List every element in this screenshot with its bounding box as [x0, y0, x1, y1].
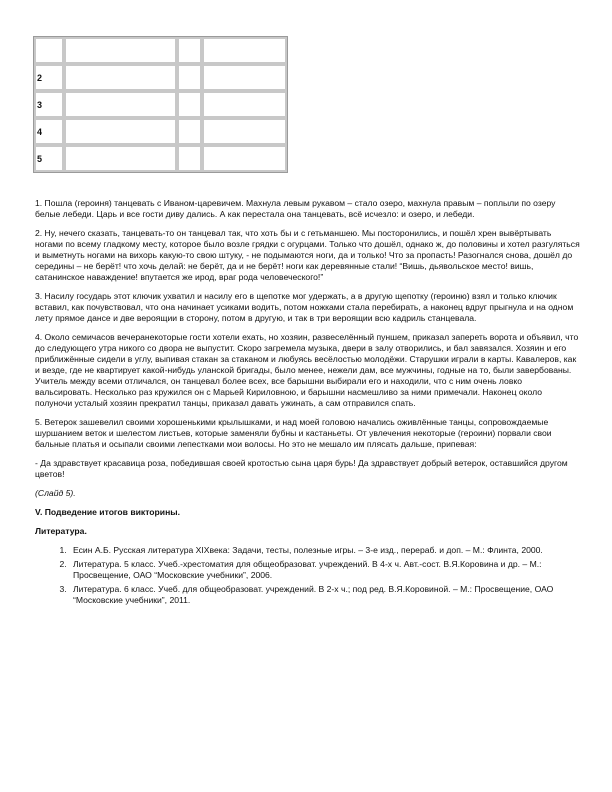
answer-cell — [64, 118, 177, 145]
row-number-cell: 4 — [34, 118, 64, 145]
quiz-passage-1: 1. Пошла (героиня) танцевать с Иваном-царевичем. Махнула левым рукавом – стало озеро, махнула правым – поплыли по озеру белые лебеди. Царь и все гости диву дались. А как перестала она танцевать, всё исчезло: и озеро, и лебеди. — [35, 198, 556, 219]
quiz-passage-3: 3. Насилу государь этот ключик ухватил и насилу его в щепотке мог удержать, а в другую щепотку (героиню) взял и только ключик вставил, как почувствовал, что она начинает усиками водить, потом ножками стала перебирать, а наконец вдруг прыгнула и на одном лету прямое дансе и две вероящии в сторону, потом в другую, и так в три вероящии всю кадриль станцевала. — [35, 291, 574, 323]
quiz-passage-4: 4. Около семичасов вечеранекоторые гости хотели ехать, но хозяин, развеселённый пуншем, приказал запереть ворота и объявил, что до следующего утра никого со двора не выпустит. Скоро загремела музыка, двери в залу отворились, и бал завязался. Хозяин и его приближённые сидели в углу, выпивая стакан за стаканом и любуясь весёлостью молодёжи. Старушки играли в карты. Кавалеров, как и везде, где не квартирует какой-нибудь уланской бригады, было менее, нежели дам, все мужчины, годные на то, были завербованы. Учитель между всеми отличался, он танцевал более всех, все барышни выбирали его и находили, что с ним очень ловко вальсировать. Несколько раз кружился он с Марьей Кириловною, и барышни насмешливо за ними примечали. Наконец около полуночи усталый хозяин прекратил танцы, приказал давать ужинать, а сам отправился спать. — [35, 332, 579, 408]
document-body — [35, 198, 580, 609]
row-number-cell: 3 — [34, 91, 64, 118]
references-list — [35, 545, 580, 606]
answer-cell — [202, 145, 287, 172]
answer-cell — [202, 118, 287, 145]
row-number-cell: 2 — [34, 64, 64, 91]
quiz-passage-2: 2. Ну, нечего сказать, танцевать-то он танцевал так, что хоть бы и с гетьманшею. Мы посторонились, и пошёл хрен вывёртывать ногами по всему гладкому месту, которое было возле грядки с огурцами. Только что дошёл, однако ж, до половины и хотел разгуляться и выметнуть ногами на вихорь какую-то свою штуку, - не подымаются ноги, да и только! Что за пропасть! Разогнался снова, дошёл до середины – не берёт! что хочь делай: не берёт, да и не берёт! ноги как деревянные стали! “Вишь, дьявольское место! вишь, сатанинское наваждение! впутается же ирод, враг рода человеческого!” — [35, 228, 580, 282]
row-number-cell — [34, 37, 64, 64]
table-row — [34, 145, 287, 172]
answer-cell — [177, 145, 202, 172]
answer-cell — [177, 91, 202, 118]
literature-title: Литература. — [35, 526, 87, 536]
slide-note: (Слайд 5). — [35, 488, 76, 498]
table-row — [34, 91, 287, 118]
answer-cell — [202, 64, 287, 91]
answer-cell — [177, 64, 202, 91]
row-number-cell: 5 — [34, 145, 64, 172]
answer-cell — [177, 118, 202, 145]
answer-cell — [64, 145, 177, 172]
song-quote: - Да здравствует красавица роза, победившая своей кротостью сына царя бурь! Да здравствует добрый ветерок, оставшийся другом цветов! — [35, 458, 568, 479]
list-item: 1. Есин А.Б. Русская литература XIXвека: Задачи, тесты, полезные игры. – 3-е изд., перераб. и доп. – М.: Флинта, 2000. — [69, 545, 580, 556]
answer-cell — [202, 37, 287, 64]
answer-cell — [64, 91, 177, 118]
table-row — [34, 118, 287, 145]
list-item: 2. Литература. 5 класс. Учеб.-хрестоматия для общеобразоват. учреждений. В 4-х ч. Авт.-сост. В.Я.Коровина и др. – М.: Просвещение, ОАО “Московские учебники”, 2006. — [69, 559, 580, 581]
answer-cell — [177, 37, 202, 64]
answer-grid-table — [33, 36, 288, 173]
section-title: V. Подведение итогов викторины. — [35, 507, 180, 517]
quiz-passage-5: 5. Ветерок зашевелил своими хорошенькими крылышками, и над моей головою начались оживлённые танцы, сопровождаемые шуршанием веток и шелестом листьев, которые заменяли бубны и кастаньеты. От увлечения некоторые (героини) порвали свои бальные платья и осыпали своими лепестками мои волосы. Но это не мешало им плясать дальше, припевая: — [35, 417, 552, 449]
answer-cell — [64, 64, 177, 91]
table-row — [34, 37, 287, 64]
answer-cell — [202, 91, 287, 118]
answer-cell — [64, 37, 177, 64]
table-row — [34, 64, 287, 91]
list-item: 3. Литература. 6 класс. Учеб. для общеобразоват. учреждений. В 2-х ч.; под ред. В.Я.Коровиной. – М.: Просвещение, ОАО “Московские учебники”, 2011. — [69, 584, 580, 606]
